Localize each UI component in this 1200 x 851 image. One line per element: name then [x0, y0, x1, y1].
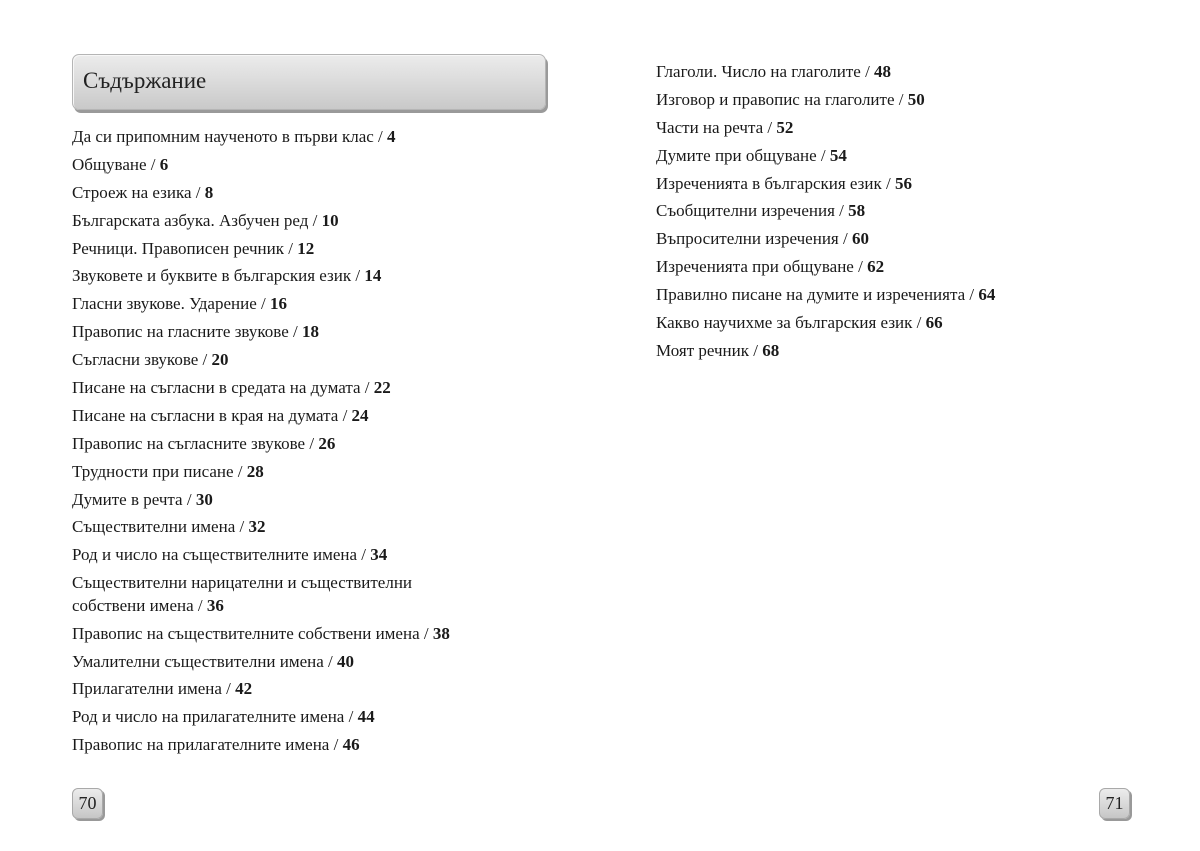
- toc-item: [72, 349, 542, 372]
- toc-item-page: 62: [867, 257, 885, 277]
- toc-item-page: 52: [776, 117, 794, 137]
- toc-item-page: 36: [206, 595, 224, 615]
- toc-item-page: 18: [301, 322, 319, 342]
- toc-item-page: 4: [387, 127, 396, 146]
- toc-item-page: 8: [204, 182, 214, 202]
- toc-item-page: 66: [925, 313, 943, 333]
- toc-item: [72, 238, 542, 261]
- toc-list-right: [656, 61, 1156, 368]
- toc-item-page: 44: [357, 707, 375, 727]
- toc-item-text: Прилагателни имена /: [72, 679, 236, 699]
- toc-item-text: Какво научихме за българския език /: [656, 313, 926, 333]
- toc-item-page: 48: [874, 62, 892, 81]
- toc-item-text: Глаголи. Число на глаголите /: [656, 62, 875, 81]
- toc-item: [72, 126, 542, 149]
- toc-item: [656, 200, 1156, 223]
- toc-item-text: Род и число на прилагателните имена /: [72, 707, 358, 727]
- toc-item-text: Умалителни съществителни имена /: [72, 651, 338, 671]
- toc-item-text: Изреченията в българския език /: [656, 173, 895, 193]
- contents-title-box: [72, 54, 546, 110]
- toc-item-page: 14: [364, 266, 382, 286]
- toc-item-page: 60: [851, 229, 869, 249]
- toc-item: [72, 678, 542, 701]
- toc-item-page: 32: [248, 517, 266, 537]
- toc-item-text: Трудности при писане /: [72, 461, 247, 481]
- toc-item-page: 26: [318, 433, 336, 453]
- toc-item-page: 54: [829, 145, 847, 165]
- toc-item: [72, 651, 542, 674]
- toc-item-page: 42: [235, 679, 253, 699]
- toc-item: [72, 321, 542, 344]
- toc-item: [72, 293, 542, 316]
- contents-title: Съдържание: [83, 68, 207, 93]
- toc-item-page: 30: [195, 489, 213, 509]
- toc-item: [656, 228, 1156, 251]
- toc-item: [656, 173, 1156, 196]
- toc-item: [656, 284, 1156, 307]
- toc-item-page: 20: [211, 350, 229, 370]
- toc-list-left: [72, 126, 542, 762]
- toc-item-text: Думите при общуване /: [656, 145, 830, 165]
- toc-item: [656, 117, 1156, 140]
- toc-item: [72, 734, 542, 757]
- toc-item-page: 34: [370, 545, 388, 565]
- toc-item: [656, 89, 1156, 112]
- toc-item-text: Строеж на езика /: [72, 182, 205, 202]
- toc-item-page: 40: [337, 651, 355, 671]
- toc-item-page: 50: [907, 89, 925, 109]
- toc-item-text: Род и число на съществителните имена /: [72, 545, 371, 565]
- toc-item: [72, 405, 542, 428]
- toc-item-page: 12: [297, 238, 315, 258]
- toc-item: [72, 210, 542, 233]
- toc-item-text: Правопис на гласните звукове /: [72, 322, 302, 342]
- toc-item-text: Правопис на съществителните собствени имена /: [72, 623, 433, 643]
- toc-item-page: 16: [269, 294, 287, 314]
- toc-item: [656, 256, 1156, 279]
- toc-item-text: Съществителни имена /: [72, 517, 249, 537]
- right-page: [600, 0, 1200, 851]
- toc-item: [72, 544, 542, 567]
- toc-item: [72, 706, 542, 729]
- toc-item: [656, 340, 1156, 363]
- toc-item: [72, 623, 542, 646]
- toc-item-page: 10: [321, 210, 339, 230]
- toc-item: [656, 145, 1156, 168]
- toc-item-page: 68: [762, 340, 780, 360]
- toc-item-page: 56: [894, 173, 912, 193]
- toc-item-text: Съобщителни изречения /: [656, 201, 849, 221]
- toc-item: [72, 461, 542, 484]
- toc-item-text: Изреченията при общуване /: [656, 257, 868, 277]
- toc-item: [656, 312, 1156, 335]
- toc-item-text: Българската азбука. Азбучен ред /: [72, 210, 322, 230]
- toc-item: [656, 61, 1156, 84]
- toc-item-page: 28: [246, 461, 264, 481]
- toc-item-text: Речници. Правописен речник /: [72, 238, 298, 258]
- page-number-left: 70: [72, 788, 103, 819]
- toc-item-text: Правопис на прилагателните имена /: [72, 735, 343, 755]
- toc-item: [72, 489, 542, 512]
- toc-item-page: 24: [351, 405, 369, 425]
- toc-item: [72, 377, 542, 400]
- toc-item-text: Да си припомним наученото в първи клас /: [72, 127, 388, 146]
- toc-item-page: 38: [432, 623, 450, 643]
- toc-item-text: Звуковете и буквите в българския език /: [72, 266, 365, 286]
- toc-item-text: Моят речник /: [656, 340, 763, 360]
- toc-item: [72, 516, 542, 539]
- toc-item-text: Писане на съгласни в средата на думата /: [72, 378, 374, 398]
- toc-item-page: 46: [342, 735, 360, 755]
- toc-item-text: Писане на съгласни в края на думата /: [72, 405, 352, 425]
- toc-item-page: 64: [978, 285, 996, 305]
- toc-item-text: Думите в речта /: [72, 489, 196, 509]
- toc-item-text: Правилно писане на думите и изреченията /: [656, 285, 979, 305]
- toc-item-text: Съществителни нарицателни и съществителни собствени имена /: [72, 573, 413, 615]
- toc-item-text: Части на речта /: [656, 117, 777, 137]
- page-number-right: 71: [1099, 788, 1130, 819]
- toc-item-text: Гласни звукове. Ударение /: [72, 294, 270, 314]
- toc-item: [72, 154, 542, 177]
- toc-item-page: 58: [848, 201, 866, 221]
- toc-item-text: Въпросителни изречения /: [656, 229, 852, 249]
- toc-item-page: 22: [373, 378, 391, 398]
- toc-item: [72, 433, 542, 456]
- toc-item: [72, 572, 542, 617]
- toc-item: [72, 182, 542, 205]
- toc-item-text: Изговор и правопис на глаголите /: [656, 89, 908, 109]
- toc-item-page: 6: [159, 154, 169, 174]
- toc-item-text: Съгласни звукове /: [72, 350, 212, 370]
- toc-item: [72, 265, 542, 288]
- toc-item-text: Общуване /: [72, 154, 160, 174]
- toc-item-text: Правопис на съгласните звукове /: [72, 433, 319, 453]
